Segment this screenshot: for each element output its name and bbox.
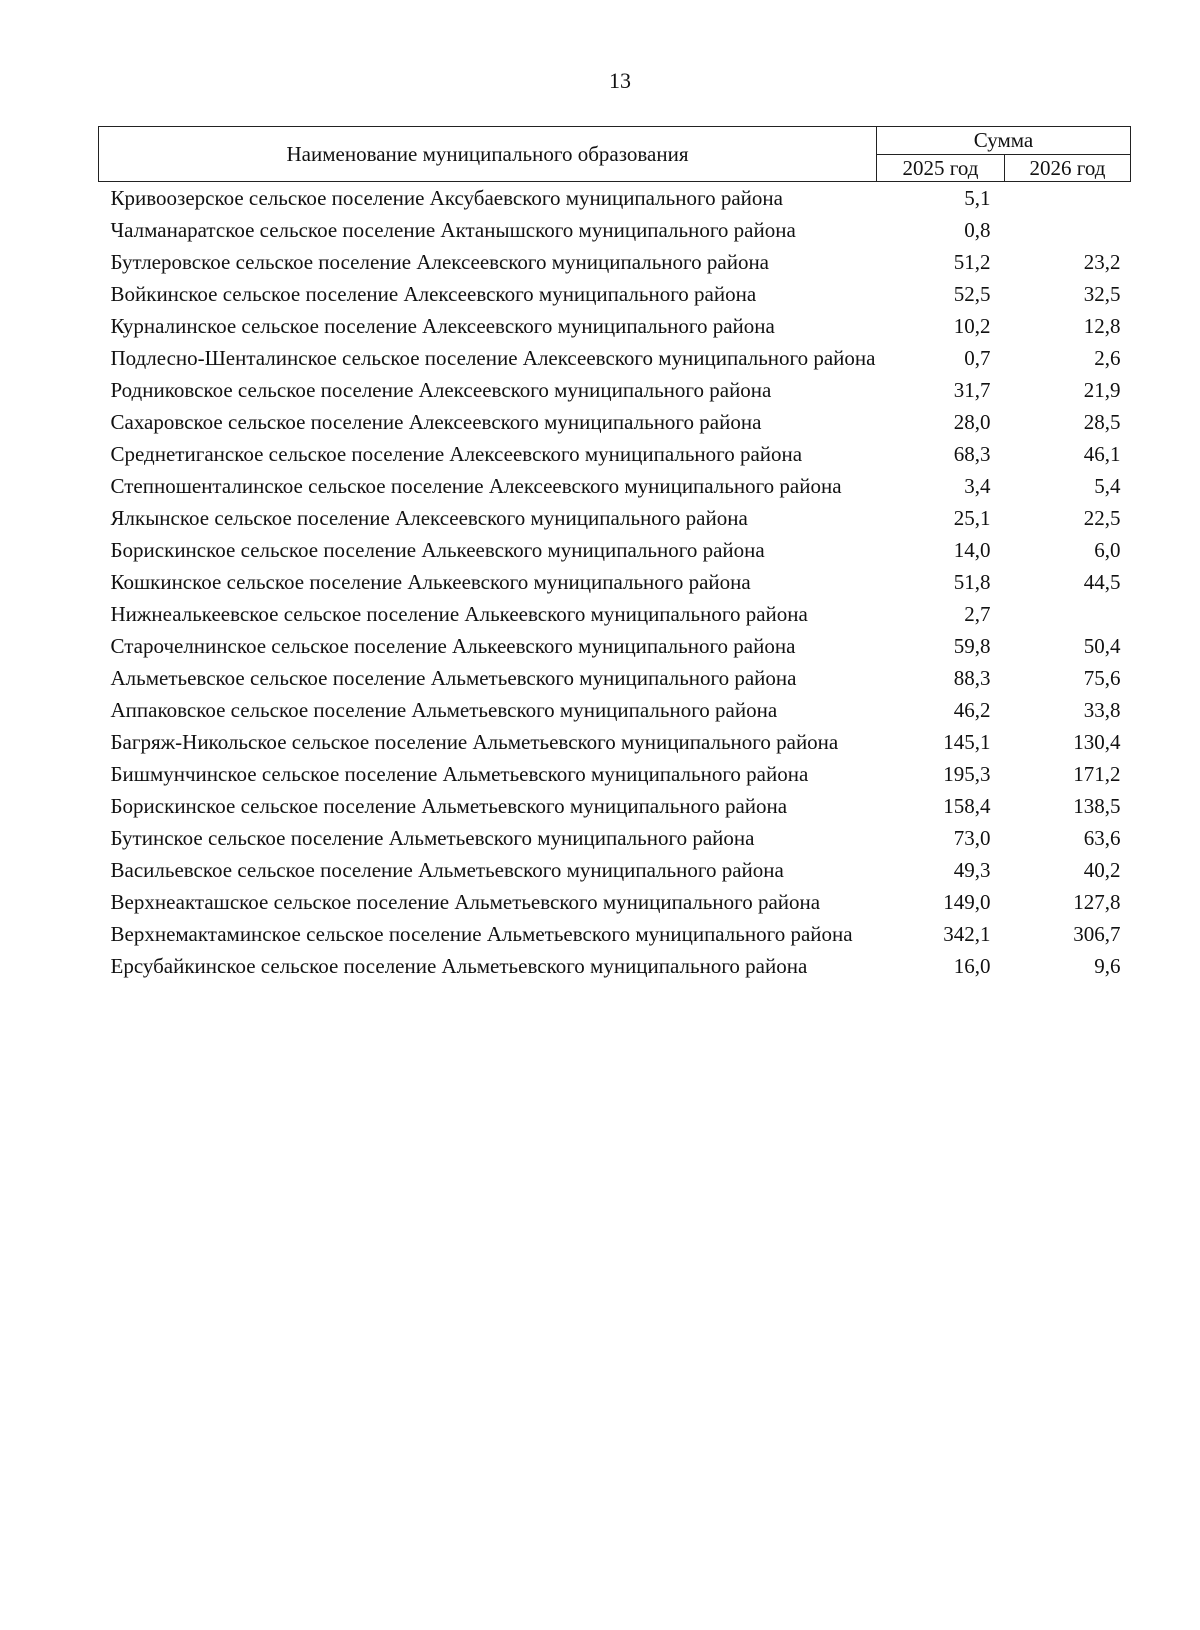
amount-2026: 75,6	[1083, 666, 1121, 690]
municipality-name: Верхнемактаминское сельское поселение Альметьевского муниципального района	[110, 922, 853, 946]
table-row	[99, 310, 1131, 342]
amount-2026: 44,5	[1083, 570, 1121, 594]
amount-2025: 2,7	[964, 602, 991, 626]
municipality-name: Ялкынское сельское поселение Алексеевского муниципального района	[110, 506, 748, 530]
amount-2026: 40,2	[1083, 858, 1121, 882]
amount-2026	[1005, 182, 1131, 215]
amount-2025: 46,2	[953, 698, 991, 722]
amount-2025: 73,0	[953, 826, 991, 850]
municipality-name: Кошкинское сельское поселение Алькеевского муниципального района	[110, 570, 751, 594]
table-row	[99, 246, 1131, 278]
table-row	[99, 534, 1131, 566]
amount-2025: 51,8	[953, 570, 991, 594]
amount-2025: 16,0	[953, 954, 991, 978]
amount-2026: 28,5	[1083, 410, 1121, 434]
municipality-name: Васильевское сельское поселение Альметьевского муниципального района	[110, 858, 784, 882]
municipality-name: Среднетиганское сельское поселение Алексеевского муниципального района	[110, 442, 803, 466]
amount-2025: 10,2	[953, 314, 991, 338]
amount-2025: 145,1	[943, 730, 991, 754]
table-row	[99, 182, 1131, 215]
table-row	[99, 790, 1131, 822]
table-row	[99, 694, 1131, 726]
amount-2026: 306,7	[1073, 922, 1121, 946]
amount-2026: 138,5	[1073, 794, 1121, 818]
table-row	[99, 886, 1131, 918]
table-row	[99, 822, 1131, 854]
table-row	[99, 854, 1131, 886]
amount-2026: 63,6	[1083, 826, 1121, 850]
amount-2026: 6,0	[1094, 538, 1121, 562]
municipality-name: Родниковское сельское поселение Алексеевского муниципального района	[110, 378, 772, 402]
amount-2026: 22,5	[1083, 506, 1121, 530]
column-header-2026: 2026 год	[1005, 154, 1131, 182]
municipality-name: Подлесно-Шенталинское сельское поселение Алексеевского муниципального района	[110, 346, 876, 370]
municipality-name: Аппаковское сельское поселение Альметьевского муниципального района	[110, 698, 778, 722]
amount-2025: 88,3	[953, 666, 991, 690]
amount-2025: 59,8	[953, 634, 991, 658]
amount-2026: 32,5	[1083, 282, 1121, 306]
amount-2026: 50,4	[1083, 634, 1121, 658]
municipality-name: Бутинское сельское поселение Альметьевского муниципального района	[110, 826, 755, 850]
municipality-name: Старочелнинское сельское поселение Алькеевского муниципального района	[110, 634, 796, 658]
page-number: 13	[609, 68, 631, 93]
table-row	[99, 758, 1131, 790]
table-row	[99, 342, 1131, 374]
municipality-name: Войкинское сельское поселение Алексеевского муниципального района	[110, 282, 757, 306]
amount-2025: 25,1	[953, 506, 991, 530]
municipality-name: Сахаровское сельское поселение Алексеевского муниципального района	[110, 410, 762, 434]
municipality-name: Кривоозерское сельское поселение Аксубаевского муниципального района	[110, 186, 783, 210]
table-body	[99, 182, 1131, 983]
table-row	[99, 278, 1131, 310]
amount-2026	[1005, 214, 1131, 246]
table-row	[99, 566, 1131, 598]
table-row	[99, 374, 1131, 406]
table-row	[99, 950, 1131, 982]
amount-2025: 14,0	[953, 538, 991, 562]
amount-2026: 2,6	[1094, 346, 1121, 370]
table-row	[99, 918, 1131, 950]
amount-2025: 342,1	[943, 922, 991, 946]
table-row	[99, 214, 1131, 246]
table-row	[99, 662, 1131, 694]
table-row	[99, 630, 1131, 662]
amount-2025: 5,1	[964, 186, 991, 210]
amount-2025: 158,4	[943, 794, 991, 818]
amount-2026: 5,4	[1094, 474, 1121, 498]
amount-2026: 127,8	[1073, 890, 1121, 914]
amount-2025: 51,2	[953, 250, 991, 274]
amount-2026: 130,4	[1073, 730, 1121, 754]
budget-table	[98, 126, 1131, 982]
column-header-sum: Сумма	[877, 127, 1131, 155]
amount-2025: 0,7	[964, 346, 991, 370]
municipality-name: Чалманаратское сельское поселение Актанышского муниципального района	[110, 218, 796, 242]
municipality-name: Степношенталинское сельское поселение Алексеевского муниципального района	[110, 474, 842, 498]
amount-2026: 171,2	[1073, 762, 1121, 786]
municipality-name: Ерсубайкинское сельское поселение Альметьевского муниципального района	[110, 954, 808, 978]
amount-2026: 21,9	[1083, 378, 1121, 402]
amount-2025: 149,0	[943, 890, 991, 914]
amount-2025: 3,4	[964, 474, 991, 498]
column-header-2025: 2025 год	[877, 154, 1005, 182]
municipality-name: Багряж-Никольское сельское поселение Альметьевского муниципального района	[110, 730, 839, 754]
table-row	[99, 726, 1131, 758]
amount-2025: 31,7	[953, 378, 991, 402]
amount-2026: 12,8	[1083, 314, 1121, 338]
municipality-name: Курналинское сельское поселение Алексеевского муниципального района	[110, 314, 775, 338]
municipality-name: Борискинское сельское поселение Альметьевского муниципального района	[110, 794, 788, 818]
amount-2025: 195,3	[943, 762, 991, 786]
amount-2026: 33,8	[1083, 698, 1121, 722]
amount-2025: 0,8	[964, 218, 991, 242]
column-header-name: Наименование муниципального образования	[99, 127, 877, 182]
municipality-name: Нижнеалькеевское сельское поселение Алькеевского муниципального района	[110, 602, 808, 626]
table-row	[99, 438, 1131, 470]
table-row	[99, 598, 1131, 630]
municipality-name: Бишмунчинское сельское поселение Альметьевского муниципального района	[110, 762, 809, 786]
amount-2025: 28,0	[953, 410, 991, 434]
municipality-name: Верхнеакташское сельское поселение Альметьевского муниципального района	[110, 890, 821, 914]
amount-2026: 23,2	[1083, 250, 1121, 274]
table-header	[99, 127, 1131, 182]
amount-2026	[1005, 598, 1131, 630]
amount-2026: 46,1	[1083, 442, 1121, 466]
amount-2025: 68,3	[953, 442, 991, 466]
amount-2026: 9,6	[1094, 954, 1121, 978]
municipality-name: Борискинское сельское поселение Алькеевского муниципального района	[110, 538, 765, 562]
table-row	[99, 502, 1131, 534]
municipality-name: Бутлеровское сельское поселение Алексеевского муниципального района	[110, 250, 770, 274]
table-row	[99, 470, 1131, 502]
municipality-name: Альметьевское сельское поселение Альметьевского муниципального района	[110, 666, 797, 690]
table-row	[99, 406, 1131, 438]
amount-2025: 52,5	[953, 282, 991, 306]
amount-2025: 49,3	[953, 858, 991, 882]
